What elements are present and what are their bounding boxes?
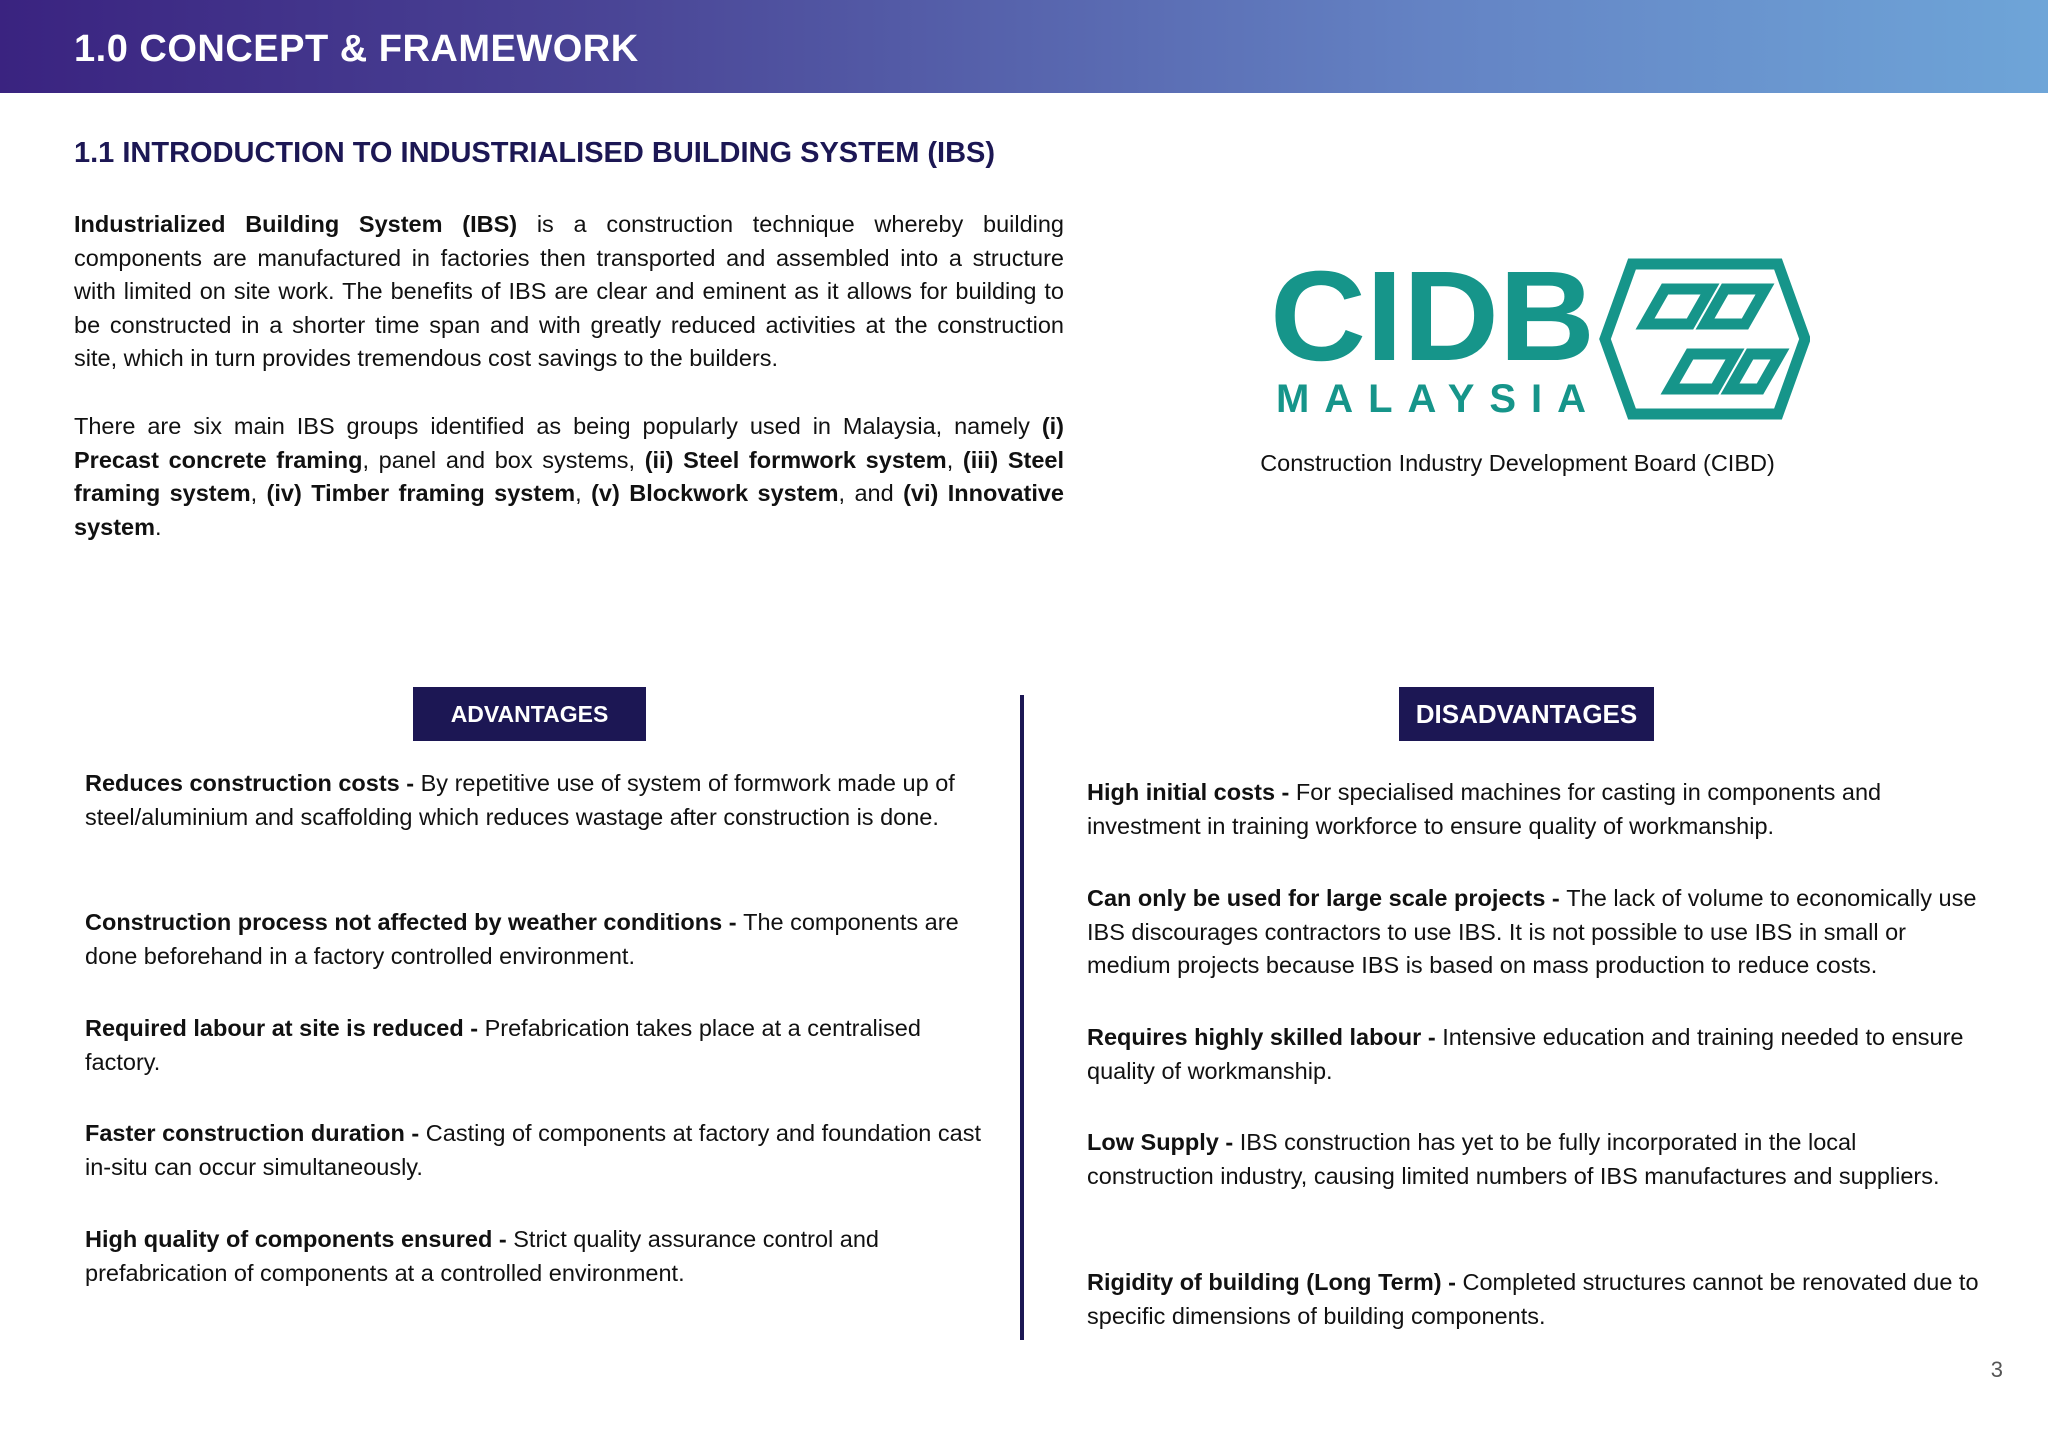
group-precast: (i) Precast concrete framing xyxy=(74,413,1064,473)
advantage-text: Strict quality assurance control and prefabrication of components at a controlled environment. xyxy=(85,1226,879,1286)
ibs-term: Industrialized Building System (IBS) xyxy=(74,211,518,237)
page-number: 3 xyxy=(1990,1357,2003,1382)
advantage-item xyxy=(85,1117,985,1184)
advantage-title: Construction process not affected by weather conditions - xyxy=(85,909,744,935)
group-blockwork: (v) Blockwork system xyxy=(591,480,839,506)
advantages-label: ADVANTAGES xyxy=(413,687,646,741)
page-title: 1.0 CONCEPT & FRAMEWORK xyxy=(74,28,639,70)
disadvantage-text: The lack of volume to economically use IBS discourages contractors to use IBS. It is not possible to use IBS in small or medium projects because IBS is based on mass production to reduce costs. xyxy=(1087,885,1977,978)
group-innovative: (vi) Innovative system xyxy=(74,480,1064,540)
logo-wordmark: CIDB xyxy=(1270,254,1595,388)
disadvantage-text: Intensive education and training needed to ensure quality of workmanship. xyxy=(1087,1024,1964,1084)
intro-text: is a construction technique whereby building components are manufactured in factories then transported and assembled into a structure with limited on site work. The benefits of IBS are clear and eminent as it allows for building to be constructed in a shorter time span and with greatly reduced activities at the construction site, which in turn provides tremendous cost savings to the builders. xyxy=(74,211,1065,371)
groups-separator: , xyxy=(250,480,267,506)
advantage-title: Required labour at site is reduced - xyxy=(85,1015,485,1041)
group-steel-formwork: (ii) Steel formwork system xyxy=(644,446,947,473)
disadvantages-label: DISADVANTAGES xyxy=(1399,687,1654,741)
disadvantage-title: Requires highly skilled labour - xyxy=(1087,1024,1443,1050)
advantage-item xyxy=(85,906,985,973)
cidb-logo-graphic xyxy=(1270,254,1810,424)
advantage-item xyxy=(85,767,985,834)
disadvantage-title: Low Supply - xyxy=(1087,1129,1240,1155)
groups-end: . xyxy=(155,513,162,540)
advantage-item xyxy=(85,1012,985,1079)
disadvantage-title: Rigidity of building (Long Term) - xyxy=(1087,1269,1463,1295)
section-title: 1.1 INTRODUCTION TO INDUSTRIALISED BUILDING SYSTEM (IBS) xyxy=(74,137,996,169)
disadvantage-item xyxy=(1087,776,1987,843)
disadvantage-item xyxy=(1087,1266,1987,1333)
disadvantage-title: High initial costs - xyxy=(1087,779,1296,805)
disadvantage-item xyxy=(1087,1021,1987,1088)
disadvantage-item xyxy=(1087,1126,1987,1193)
groups-separator: , xyxy=(946,446,963,473)
intro-paragraph xyxy=(74,208,1064,376)
disadvantage-text: For specialised machines for casting in components and investment in training workforce to ensure quality of workmanship. xyxy=(1087,779,1882,839)
column-divider xyxy=(1020,695,1024,1340)
groups-intro-text: There are six main IBS groups identified as being popularly used in Malaysia, namely xyxy=(74,413,1042,439)
logo-caption: Construction Industry Development Board (CIBD) xyxy=(1260,450,1775,476)
groups-separator: , and xyxy=(838,480,904,506)
disadvantage-item xyxy=(1087,882,1987,983)
ibs-groups-paragraph xyxy=(74,410,1064,544)
logo-subtext: MALAYSIA xyxy=(1276,377,1586,421)
advantage-title: Faster construction duration - xyxy=(85,1120,426,1146)
cidb-logo xyxy=(1270,254,1810,424)
group-steel-framing: (iii) Steel framing system xyxy=(74,446,1064,506)
disadvantage-text: IBS construction has yet to be fully incorporated in the local construction industry, causing limited numbers of IBS manufactures and suppliers. xyxy=(1087,1129,1940,1189)
advantage-text: Prefabrication takes place at a centralised factory. xyxy=(85,1015,921,1075)
advantage-title: Reduces construction costs - xyxy=(85,770,421,796)
disadvantage-title: Can only be used for large scale projects - xyxy=(1087,885,1567,911)
groups-separator: , xyxy=(575,480,592,506)
hexagon-emblem-icon xyxy=(1605,264,1805,414)
advantage-title: High quality of components ensured - xyxy=(85,1226,514,1252)
advantage-text: The components are done beforehand in a factory controlled environment. xyxy=(85,909,959,969)
advantage-item xyxy=(85,1223,985,1290)
header-bar xyxy=(0,0,2048,93)
groups-separator: , panel and box systems, xyxy=(362,446,645,473)
advantage-text: By repetitive use of system of formwork made up of steel/aluminium and scaffolding which reduces wastage after construction is done. xyxy=(85,770,955,830)
disadvantage-text: Completed structures cannot be renovated due to specific dimensions of building components. xyxy=(1087,1269,1979,1329)
group-timber-framing: (iv) Timber framing system xyxy=(266,480,576,506)
advantage-text: Casting of components at factory and foundation cast in-situ can occur simultaneously. xyxy=(85,1120,981,1180)
